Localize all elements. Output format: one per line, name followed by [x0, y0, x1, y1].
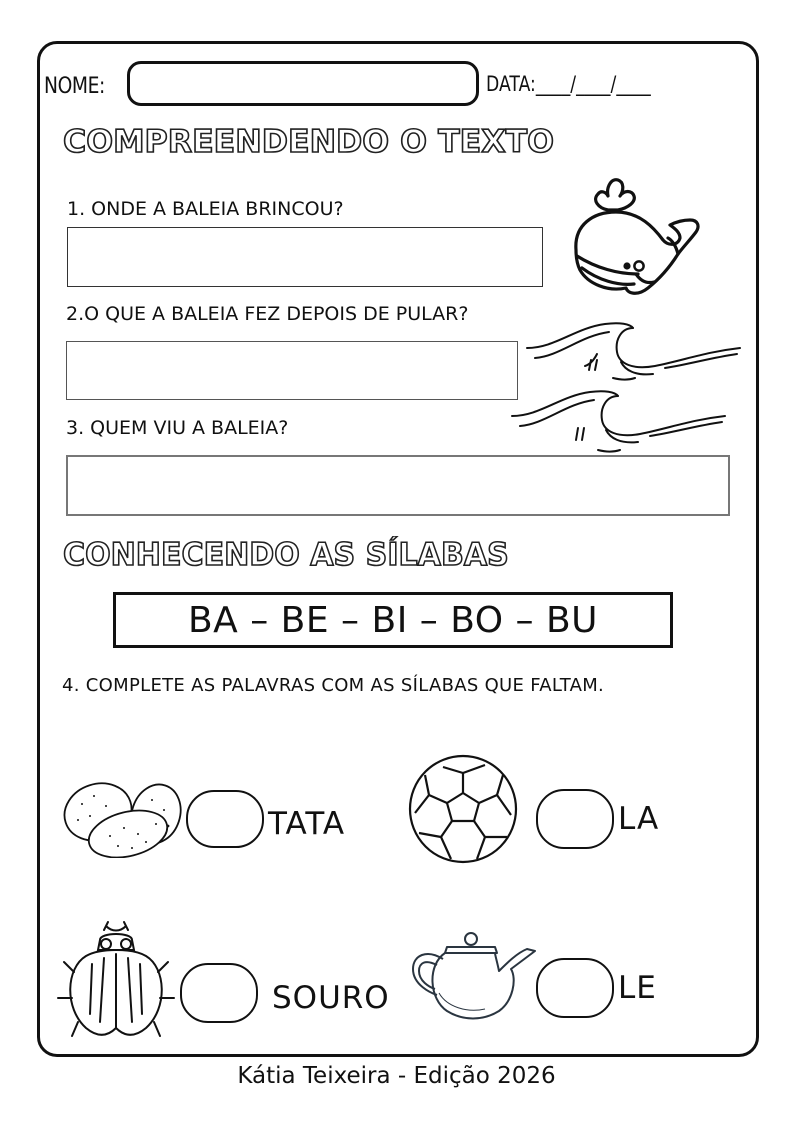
teapot-icon — [407, 929, 542, 1021]
syllable-blank-4[interactable] — [536, 958, 614, 1018]
word-item-souro — [180, 963, 390, 1023]
answer-box-1[interactable] — [67, 227, 543, 287]
syllable-blank-3[interactable] — [180, 963, 258, 1023]
question-1: 1. ONDE A BALEIA BRINCOU? — [67, 198, 344, 220]
word-suffix-4: LE — [618, 970, 657, 1006]
answer-box-2[interactable] — [66, 341, 518, 400]
potatoes-icon — [60, 776, 184, 858]
date-field[interactable]: DATA:____/____/____ — [486, 72, 651, 96]
waves-icon — [510, 384, 730, 456]
syllables-text: BA – BE – BI – BO – BU — [187, 599, 599, 641]
section-title-comprehension: COMPREENDENDO O TEXTO — [63, 124, 555, 160]
word-suffix-2: LA — [618, 801, 660, 837]
footer-credit: Kátia Teixeira - Edição 2026 — [237, 1063, 556, 1089]
question-2: 2.O QUE A BALEIA FEZ DEPOIS DE PULAR? — [66, 303, 469, 325]
soccer-ball-icon — [407, 753, 519, 865]
beetle-icon — [56, 918, 176, 1043]
syllable-blank-1[interactable] — [186, 790, 264, 848]
syllable-blank-2[interactable] — [536, 789, 614, 849]
answer-box-3[interactable] — [66, 455, 730, 516]
name-label: NOME: — [44, 74, 105, 99]
word-item-la — [536, 789, 659, 849]
waves-icon — [525, 318, 745, 388]
section-title-syllables: CONHECENDO AS SÍLABAS — [63, 537, 509, 573]
word-suffix-1: TATA — [268, 806, 346, 842]
instruction-4: 4. COMPLETE AS PALAVRAS COM AS SÍLABAS QUE FALTAM. — [62, 675, 605, 696]
syllable-box — [113, 592, 673, 648]
name-field[interactable] — [127, 61, 479, 106]
word-item-tata — [186, 790, 345, 848]
whale-icon — [568, 170, 703, 300]
word-suffix-3: SOURO — [272, 980, 390, 1016]
question-3: 3. QUEM VIU A BALEIA? — [66, 417, 289, 439]
word-item-le — [536, 958, 657, 1018]
